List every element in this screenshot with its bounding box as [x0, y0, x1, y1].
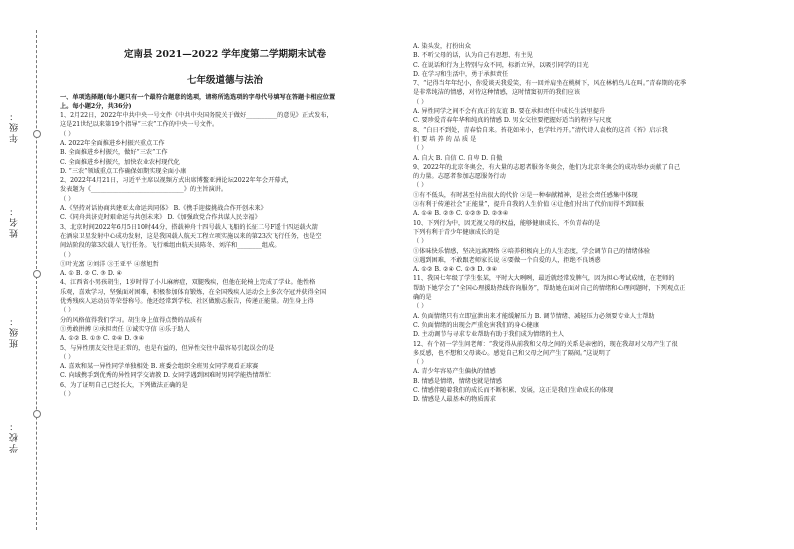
question-line: 多反感，也不想和父母谈心。感觉自己和父母之间产生了隔阂。”这说明了 — [413, 349, 612, 357]
question-line: 是非常纯洁的情感，对待这种情感，这时情窦初开的我们应该 — [413, 89, 581, 97]
question-line: （ ） — [60, 130, 75, 138]
question-line: ①有不低头，有时甚至付出很大的代价 ②是一种奉献精神，是社会责任感集中体现 — [413, 191, 638, 199]
question-line: 确的是 — [413, 294, 432, 302]
question-line: 5、与异性朋友交往是正常的，也是有益的，但异性交往中最容易引起误会的是 — [60, 344, 275, 352]
question-line: （ ） — [413, 182, 428, 190]
question-line: ①勇敢拼搏 ②承担责任 ③诚实守信 ④乐于助人 — [60, 325, 190, 333]
question-line: 10、下列行为中，因无视父母的权益，能够健康成长、不负青春的是 — [413, 219, 601, 227]
question-line: （ ） — [60, 307, 75, 315]
right-column — [413, 0, 753, 405]
school-label: 学校： — [10, 420, 20, 453]
question-line: （ ） — [413, 359, 428, 367]
question-line: （ ） — [60, 391, 75, 398]
question-line: D. 在学习和生活中，勇于承担责任 — [413, 70, 509, 78]
question-line: ①叶光富 ②刘洋 ③王亚平 ④蔡旭哲 — [60, 260, 159, 268]
grade-label: 年级： — [10, 110, 20, 143]
question-line: 上。每小题2分，共36分) — [60, 102, 132, 110]
question-line: 1、2月22日，2022年中共中央一号文件《中共中央国务院关于做好__________的意见》正式发布， — [60, 112, 333, 120]
question-line: 在酒泉卫星发射中心成功发射，这是我国载人航天工程立项实施以来的第23次飞行任务，也是空 — [60, 232, 322, 240]
question-line: 9、2022年的北京冬奥会，有大量的志愿者服务冬奥会，他们为北京冬奥会的成功举办贡献了自己 — [413, 163, 681, 171]
question-line: 一、单项选择题(每小题只有一个最符合题意的选项，请将所选选项的字母代号填写在答题卡相应位置 — [60, 93, 336, 101]
question-line: D. 情感是人最基本的物质需求 — [413, 396, 496, 404]
question-line: ①体味快乐情感，坚决远离网络 ②培养积极向上的人生态度，学会调节自己的情绪体验 — [413, 247, 651, 255]
question-line: A. ①② B. ②④ C. ①③ D. ③④ — [413, 266, 498, 274]
question-line: D. “三农”领域重点工作确保如期实现全面小康 — [60, 167, 187, 175]
question-line: 下列有利于青少年健康成长的是 — [413, 228, 500, 236]
question-line: A. 自大 B. 自信 C. 自卑 D. 自傲 — [413, 154, 503, 162]
question-line: B. 全面推进乡村振兴，做好“三农”工作 — [60, 149, 168, 157]
question-line: B. 不听父母的话，认为自己有思想、有主见 — [413, 52, 533, 60]
question-line: A. ① B. ② C. ③ D. ④ — [60, 270, 123, 278]
question-line: A. 青少年容易产生偏执的情感 — [413, 368, 496, 376]
question-line: A. ①④ B. ②③ C. ①②③ D. ②③④ — [413, 210, 509, 218]
question-line: 6、为了证明自己已经长大，下列做法正确的是 — [60, 381, 188, 389]
question-line: C. 负面情绪的出现会严重危害我们的身心健康 — [413, 321, 540, 329]
question-line: 4、江西省小男孩胡生，1岁时得了小儿麻痹症，双腿残疾，但他在轮椅上完成了学业。他性格 — [60, 279, 316, 287]
question-line: 乐观，喜欢学习，坚强面对困难，积极参加体育锻炼，在全国残疾人运动会上多次夺冠并获得全国 — [60, 288, 327, 296]
exam-subtitle: 七年级道德与法治 — [186, 75, 263, 87]
binding-hole — [33, 130, 41, 138]
question-line: C.《同舟共济克时艰命运与共创未来》 D.《加强政党合作共谋人民幸福》 — [60, 214, 261, 222]
left-question-block — [60, 93, 390, 400]
name-label: 姓名： — [10, 205, 20, 238]
question-line: C. 在说话和行为上特别与众不同，标新立异，以吸引同学的目光 — [413, 61, 589, 69]
question-line: （ ） — [60, 195, 75, 203]
binding-margin — [0, 0, 58, 549]
question-line: 们 要 培 养 的 品 质 是 — [413, 135, 477, 143]
binding-hole — [33, 270, 41, 278]
question-line: 12、有个初一学生问老师：“我觉得从前我和父母之间的关系是亲密的，现在我却对父母产生了很 — [413, 340, 678, 348]
question-line: 间站阶段的第3次载人飞行任务。飞行乘组由航天员陈冬、刘洋和________组成。 — [60, 242, 281, 250]
question-line: 发表题为《______________________________》的主旨演讲。 — [60, 186, 228, 194]
question-line: D. 主动调节与寻求专业帮助有助于我们成为情绪的主人 — [413, 331, 564, 339]
question-line: C. 要珍爱青春年华和纯真的情感 D. 男女交往要把握好适当的程序与尺度 — [413, 117, 612, 125]
question-line: A. 负面情绪只有立即宣泄出来才能缓解压力 B. 调节情绪、减轻压力必须要专业人士帮助 — [413, 312, 655, 320]
question-line: A. 异性同学之间不会有真正的友谊 B. 要在承担责任中成长生活里提升 — [413, 108, 606, 116]
binding-hole — [33, 410, 41, 418]
question-line: 3、北京时间2022年6月5日10时44分，搭载神舟十四号载人飞船的长征二号F遥十四运载火箭 — [60, 223, 318, 231]
question-line: A.《坚持对话协商共建亚太命运共同体》 B.《携手迎接挑战合作开创未来》 — [60, 205, 267, 213]
question-line: A. 染头发，打扮出众 — [413, 43, 471, 50]
question-line: （ ） — [413, 98, 428, 106]
question-line: 这是21世纪以来第19个指导“三农”工作的中央一号文件。 — [60, 121, 219, 129]
question-line: ③遇到困难，不敢跟老师家长说 ④要做一个自爱的人，拒绝不良诱惑 — [413, 256, 601, 264]
question-line: 分的风格值得我们学习。胡生身上值得点赞的品质有 — [60, 316, 203, 324]
question-line: （ ） — [413, 145, 428, 153]
question-line: 的力量。志愿者参加志愿服务行动 — [413, 173, 506, 181]
question-line: C. 向域携手到优秀的异性同学交请教 D. 女同学遇到困难时男同学能热情帮忙 — [60, 372, 271, 380]
exam-title: 定南县 2021—2022 学年度第二学期期末试卷 — [124, 49, 326, 60]
question-line: 7、“记得当年年纪小，你爱谈天我爱笑，有一回并肩坐在桃树下，风在林梢鸟儿在叫。”青春期的花季 — [413, 80, 687, 88]
class-label: 班级： — [10, 315, 20, 348]
question-line: C. 情感伴随着我们的成长而不断积累、发展，这正是我们生命成长的体现 — [413, 386, 614, 394]
question-line: 2、2022年4月21日，习近平主席以视频方式出席博鳌亚洲论坛2022年年会开幕式， — [60, 177, 293, 185]
question-line: （ ） — [413, 238, 428, 246]
question-line: （ ） — [60, 251, 75, 259]
left-column — [60, 0, 390, 399]
cut-line — [36, 30, 37, 530]
right-question-block — [413, 42, 753, 405]
question-line: 8、“白日不到处，青春恰自来。苔花如米小，也学牡丹开。”清代诗人袁枚的这首《苔》启示我 — [413, 126, 668, 134]
question-line: 11、我国七年级了学生张某，平时大大咧咧，最近就经常发脾气，因为担心考试成绩，在老师的 — [413, 275, 675, 283]
question-line: B. 情感是情绪，情绪也就是情感 — [413, 377, 502, 385]
question-line: 帮助下她学会了“全国心理援助热线咨询服务”，帮助她在面对自己的情绪和心理问题时，下列观点正 — [413, 284, 686, 292]
question-line: ③有利于传递社会“正能量”，提升自我的人生价值 ④让他们付出了代价而得不到回报 — [413, 201, 645, 209]
question-line: 优秀残疾人运动员等荣誉称号。他还经常到学校、社区做励志报告，传递正能量。胡生身上得 — [60, 298, 314, 306]
question-line: A. 喜欢和某一异性同学单独相处 B. 班委会组织全班男女同学观看正球赛 — [60, 363, 259, 371]
question-line: C. 全面推进乡村振兴，加快农业农村现代化 — [60, 158, 180, 166]
question-line: A. 2022年全面推进乡村振兴重点工作 — [60, 139, 165, 147]
question-line: （ ） — [60, 353, 75, 361]
question-line: （ ） — [413, 303, 428, 311]
question-line: A. ①② B. ①③ C. ②④ D. ③④ — [60, 335, 145, 343]
